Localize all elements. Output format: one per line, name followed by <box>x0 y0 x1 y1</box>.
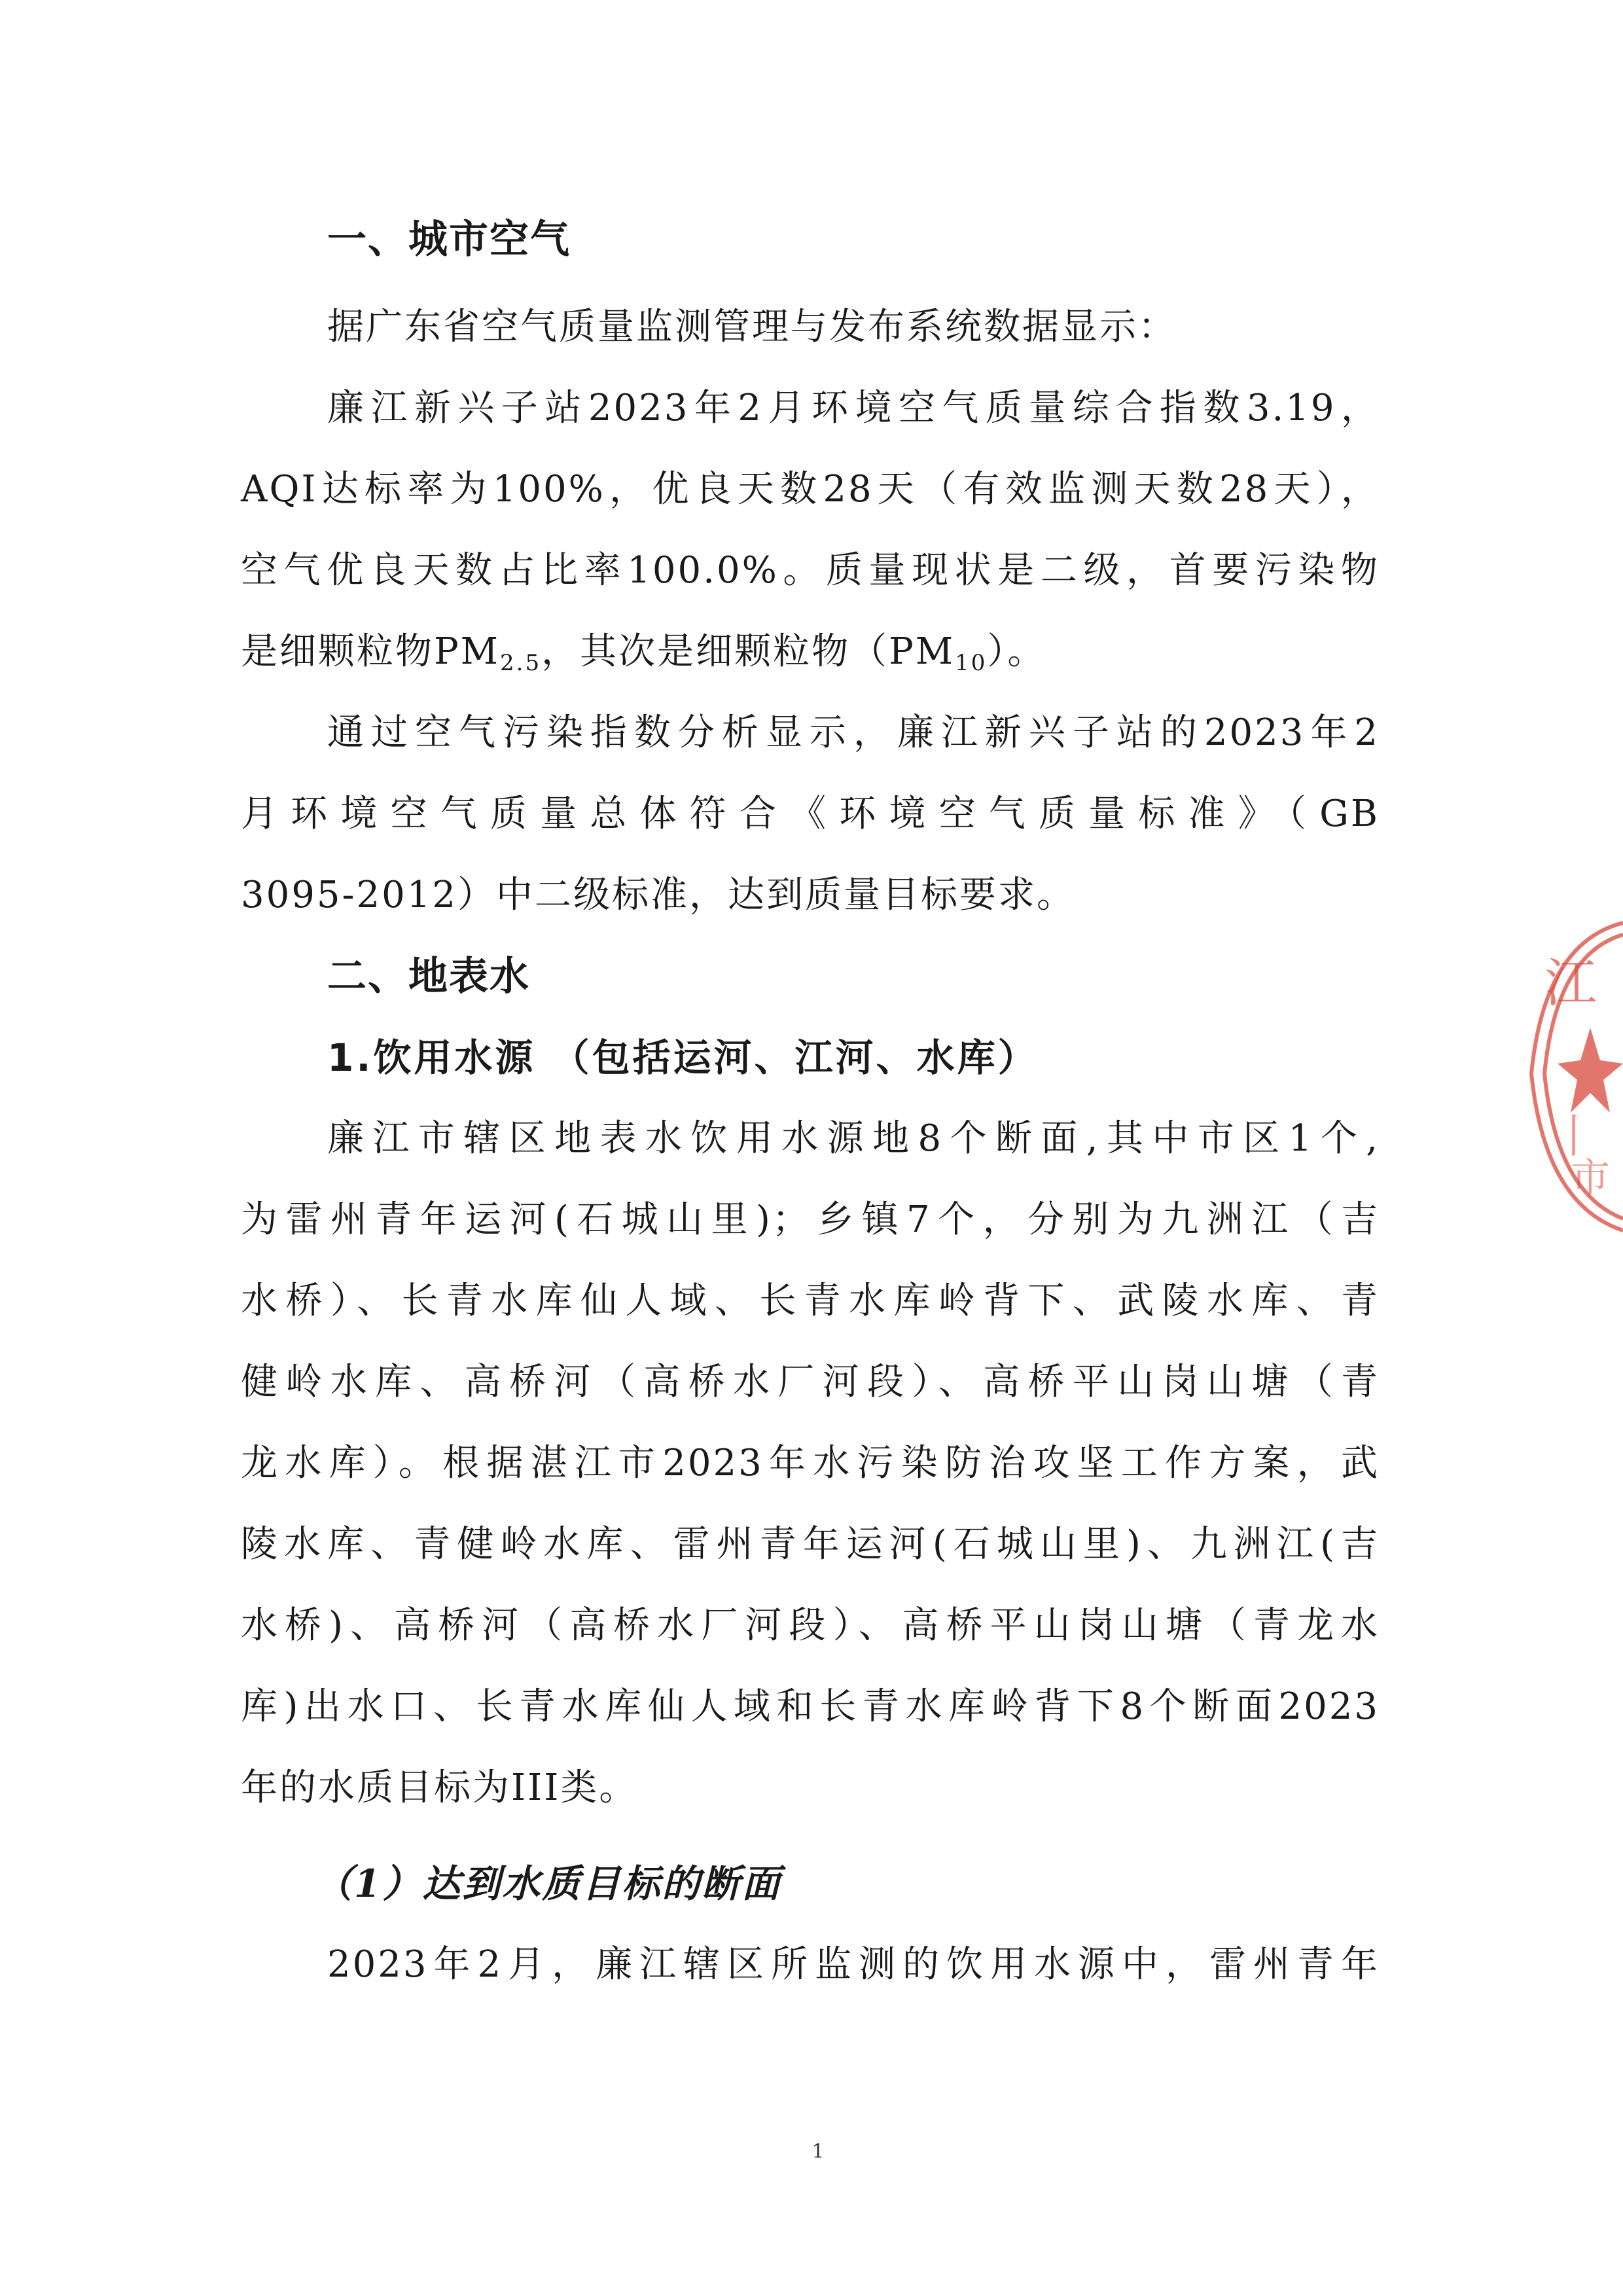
pm25-sub: 2.5 <box>500 650 542 676</box>
s1-line-7: 月环境空气质量总体符合《环境空气质量标准》（GB <box>241 793 1380 835</box>
s1-line-1: 据广东省空气质量监测管理与发布系统数据显示： <box>327 306 1177 348</box>
s2-last-line: 2023年2月，廉江辖区所监测的饮用水源中，雷州青年 <box>327 1943 1380 1986</box>
s2-line-7: 水桥)、高桥河（高桥水厂河段）、高桥平山岗山塘（青龙水 <box>241 1604 1380 1647</box>
s1-line-3: AQI达标率为100%，优良天数28天（有效监测天数28天）， <box>241 468 1380 511</box>
red-seal-stamp <box>1518 903 1623 1244</box>
s1-line-8: 3095-2012）中二级标准，达到质量目标要求。 <box>241 874 1075 916</box>
s2-line-9: 年的水质目标为III类。 <box>241 1767 638 1809</box>
pm-pre: 是细颗粒物PM <box>241 630 501 673</box>
s2-line-1: 廉江市辖区地表水饮用水源地8个断面,其中市区1个, <box>327 1117 1380 1160</box>
seal-char-3: 市 <box>1571 1155 1610 1201</box>
page-number: 1 <box>812 2140 825 2163</box>
s2-line-5: 龙水库）。根据湛江市2023年水污染防治攻坚工作方案，武 <box>241 1442 1380 1484</box>
s2-line-3: 水桥）、长青水库仙人域、长青水库岭背下、武陵水库、青 <box>241 1280 1380 1322</box>
s1-line-6: 通过空气污染指数分析显示，廉江新兴子站的2023年2 <box>327 711 1380 754</box>
section2-subheading: 1.饮用水源 （包括运河、江河、水库） <box>327 1035 1039 1080</box>
s2-line-2: 为雷州青年运河(石城山里)；乡镇7个，分别为九洲江（吉 <box>241 1198 1380 1241</box>
seal-char-2: 丨 <box>1551 1109 1597 1163</box>
s1-pm-line <box>241 626 1380 678</box>
pm-mid: ，其次是细颗粒物（PM <box>541 630 955 673</box>
s1-line-2: 廉江新兴子站2023年2月环境空气质量综合指数3.19， <box>327 387 1380 429</box>
pm-post: ）。 <box>987 630 1046 673</box>
seal-star-icon <box>1558 1028 1623 1113</box>
s2-line-6: 陵水库、青健岭水库、雷州青年运河(石城山里)、九洲江(吉 <box>241 1523 1380 1566</box>
s2-line-8: 库)出水口、长青水库仙人域和长青水库岭背下8个断面2023 <box>241 1685 1380 1728</box>
s1-line-4: 空气优良天数占比率100.0%。质量现状是二级，首要污染物 <box>241 549 1380 592</box>
s2-line-4: 健岭水库、高桥河（高桥水厂河段）、高桥平山岗山塘（青 <box>241 1361 1380 1403</box>
section1-heading: 一、城市空气 <box>327 217 571 262</box>
pm10-sub: 10 <box>955 650 988 676</box>
item-heading: （1）达到水质目标的断面 <box>314 1861 782 1906</box>
seal-char-1: 江 <box>1544 953 1597 1014</box>
section2-heading: 二、地表水 <box>327 954 530 999</box>
